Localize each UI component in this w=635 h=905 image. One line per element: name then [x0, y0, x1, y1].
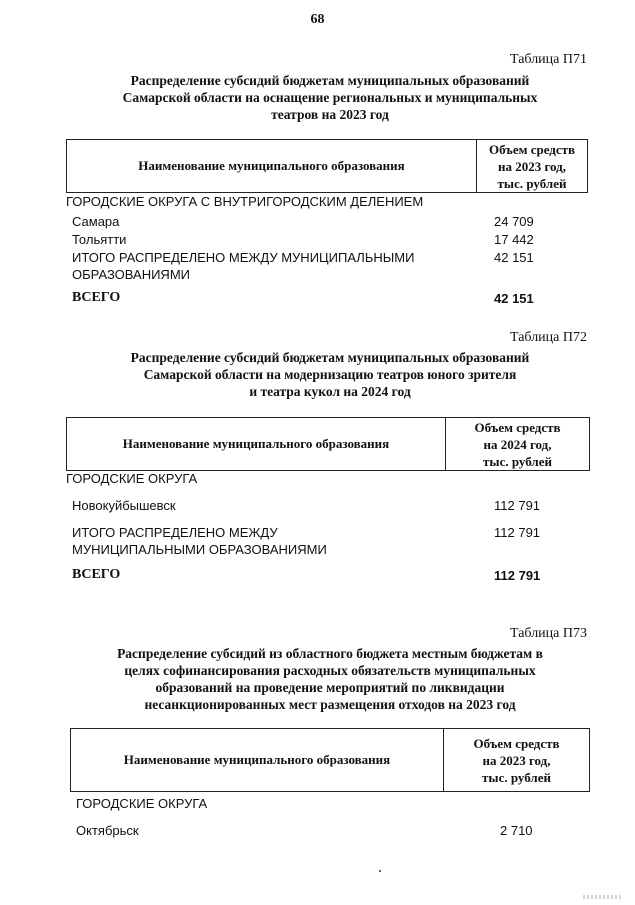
title-line: Самарской области на оснащение региональных и муниципальных	[122, 90, 538, 105]
title-line: целях софинансирования расходных обязательств муниципальных	[124, 663, 536, 678]
column-header-name: Наименование муниципального образования	[67, 140, 477, 192]
table-title	[60, 72, 600, 123]
subtotal-label: ИТОГО РАСПРЕДЕЛЕНО МЕЖДУ МУНИЦИПАЛЬНЫМИ ОБРАЗОВАНИЯМИ	[72, 250, 415, 282]
table-row-name: Новокуйбышевск	[72, 498, 176, 513]
table-row-value: 112 791	[494, 498, 541, 513]
column-header-name: Наименование муниципального образования	[71, 729, 444, 791]
table-number: Таблица П72	[510, 330, 587, 345]
subtotal-value: 42 151	[494, 250, 534, 265]
table-row-name: Октябрьск	[76, 823, 139, 838]
section-heading: ГОРОДСКИЕ ОКРУГА С ВНУТРИГОРОДСКИМ ДЕЛЕНИЕМ	[66, 194, 424, 209]
title-line: театров на 2023 год	[271, 107, 389, 122]
title-line: и театра кукол на 2024 год	[249, 384, 411, 399]
table-row-value: 2 710	[500, 823, 533, 838]
column-header-amount: Объем средств на 2023 год, тыс. рублей	[488, 141, 576, 191]
title-line: несанкционированных мест размещения отходов на 2023 год	[144, 697, 516, 712]
table-row-name: Тольятти	[72, 232, 127, 247]
table-header	[66, 139, 588, 193]
table-row-value: 17 442	[494, 232, 534, 247]
section-heading: ГОРОДСКИЕ ОКРУГА	[66, 471, 198, 486]
total-value: 42 151	[494, 291, 534, 306]
column-header-name: Наименование муниципального образования	[67, 418, 446, 470]
table-header	[66, 417, 590, 471]
title-line: Распределение субсидий бюджетам муниципальных образований	[130, 350, 530, 365]
section-heading: ГОРОДСКИЕ ОКРУГА	[76, 796, 208, 811]
scan-speck	[379, 870, 381, 872]
table-title	[60, 645, 600, 713]
subtotal-label: ИТОГО РАСПРЕДЕЛЕНО МЕЖДУ МУНИЦИПАЛЬНЫМИ ОБРАЗОВАНИЯМИ	[72, 525, 327, 557]
total-value: 112 791	[494, 568, 541, 583]
column-header-amount: Объем средств на 2024 год, тыс. рублей	[474, 419, 561, 469]
title-line: образований на проведение мероприятий по ликвидации	[155, 680, 505, 695]
table-header	[70, 728, 590, 792]
table-row-value: 24 709	[494, 214, 534, 229]
table-number: Таблица П73	[510, 626, 587, 641]
table-row-name: Самара	[72, 214, 120, 229]
total-label: ВСЕГО	[72, 290, 121, 305]
title-line: Самарской области на модернизацию театров юного зрителя	[143, 367, 517, 382]
table-number: Таблица П71	[510, 52, 587, 67]
table-title	[60, 349, 600, 400]
total-label: ВСЕГО	[72, 567, 121, 582]
title-line: Распределение субсидий бюджетам муниципальных образований	[130, 73, 530, 88]
subtotal-value: 112 791	[494, 525, 541, 540]
scan-artifact	[583, 895, 623, 899]
column-header-amount: Объем средств на 2023 год, тыс. рублей	[473, 735, 560, 785]
title-line: Распределение субсидий из областного бюджета местным бюджетам в	[117, 646, 543, 661]
page-number: 68	[310, 12, 325, 27]
